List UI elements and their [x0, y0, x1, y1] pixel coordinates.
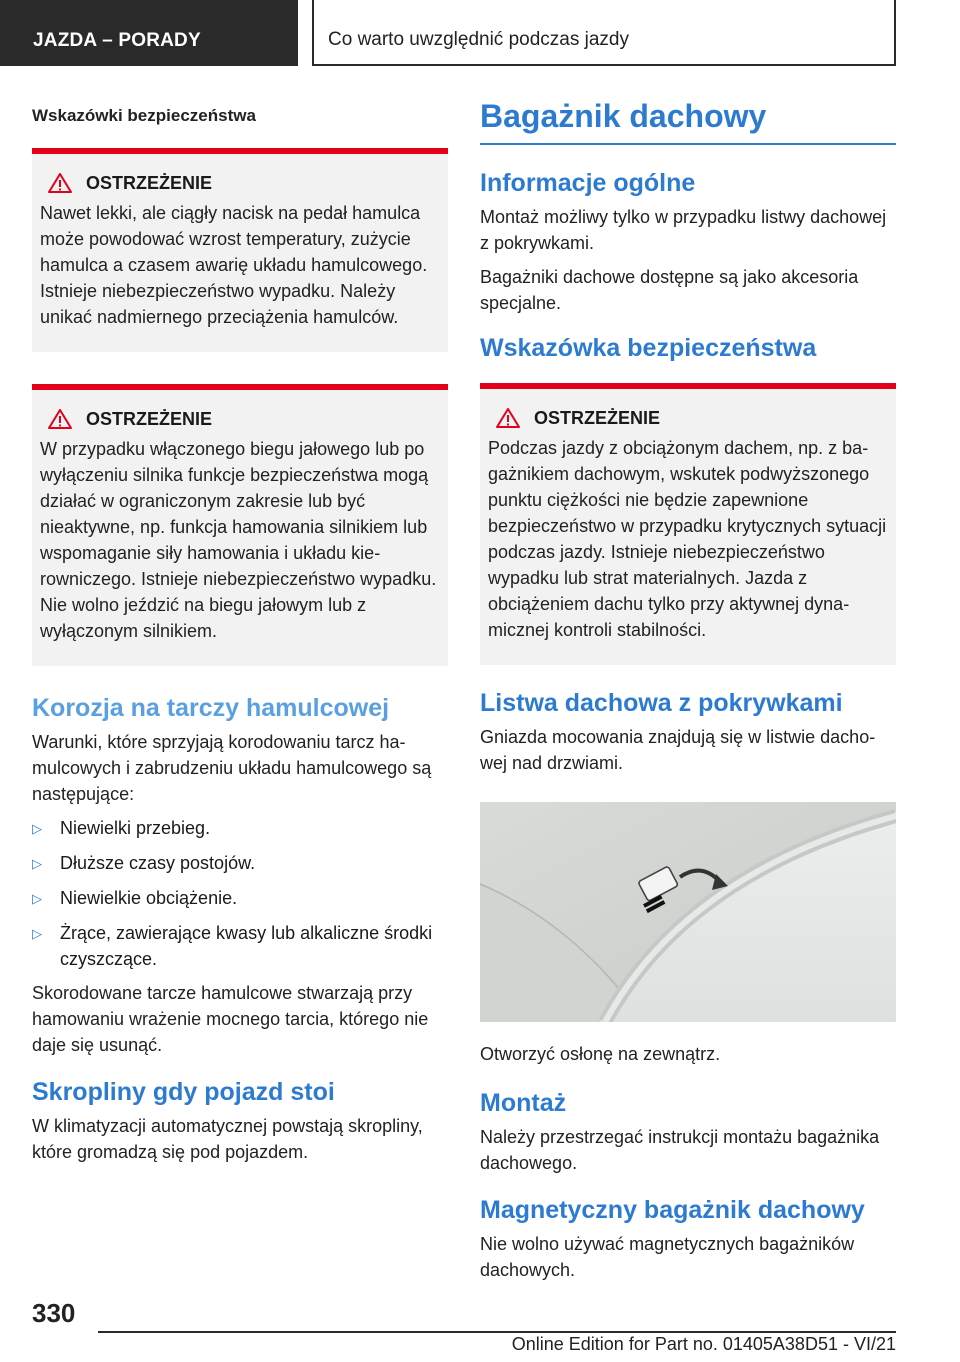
roof-rail-cover-photo [480, 802, 896, 1022]
right-column [480, 96, 896, 1291]
warning-text: Podczas jazdy z obciążonym dachem, np. z bagażnikiem dachowym, wskutek podwyższonego punktu ciężkości nie będzie zapewnione bezpieczeństwo w przypadku krytycznych sytuacji podczas jazdy. Istnieje niebezpieczeństwo wypadku lub strat materialnych. Jazda z obciążeniem dachu tylko przy aktywnej dynamicznej kontroli stabilności. [488, 438, 887, 640]
list-item: ▷ Dłuższe czasy postojów. [32, 850, 448, 877]
warning-box-idle-gear [32, 384, 448, 666]
corrosion-heading: Korozja na tarczy hamulcowej [32, 694, 390, 722]
triangle-bullet-icon: ▷ [32, 926, 42, 941]
mounting-text: Należy przestrzegać instrukcji montażu bagażnika dachowego. [480, 1127, 880, 1173]
warning-title: OSTRZEŻENIE [534, 407, 661, 428]
page-header [0, 0, 960, 66]
warning-text: W przypadku włączonego biegu jałowego lub po wyłączeniu silnika funkcje bezpieczeństwa mogą działać w ograniczonym zakresie lub być nieaktywne, np. funkcja hamowania silnikiem lub wspomaganie siły hamowania i układu kierowniczego. Istnieje niebezpieczeństwo wypadku. Nie wolno jeździć na biegu jałowym lub z wyłączonym silnikiem. [40, 439, 437, 641]
section-label: JAZDA – PORADY [0, 0, 298, 66]
magnetic-rack-heading: Magnetyczny bagażnik dachowy [480, 1196, 865, 1224]
warning-title: OSTRZEŻENIE [86, 172, 213, 193]
warning-box-roof-load [480, 383, 896, 665]
warning-triangle-icon [40, 408, 80, 430]
warning-title: OSTRZEŻENIE [86, 408, 213, 429]
magnetic-rack-text: Nie wolno używać magnetycznych bagażników dachowych. [480, 1234, 855, 1280]
corrosion-conditions-list [32, 815, 448, 972]
warning-triangle-icon [488, 407, 528, 429]
warning-triangle-icon [40, 172, 80, 194]
condensate-heading: Skropliny gdy pojazd stoi [32, 1078, 335, 1106]
triangle-bullet-icon: ▷ [32, 821, 42, 836]
edition-footer: Online Edition for Part no. 01405A38D51 - VI/21 [511, 1334, 896, 1354]
general-info-p1: Montaż możliwy tylko w przypadku listwy dachowej z pokrywkami. [480, 207, 887, 253]
footer-divider [98, 1331, 896, 1333]
triangle-bullet-icon: ▷ [32, 891, 42, 906]
general-info-p2: Bagażniki dachowe dostępne są jako akcesoria specjalne. [480, 267, 859, 313]
roof-rack-title: Bagażnik dachowy [480, 98, 896, 145]
list-item: ▷ Niewielki przebieg. [32, 815, 448, 842]
chapter-label: Co warto uwzględnić podczas jazdy [312, 0, 896, 66]
corrosion-intro: Warunki, które sprzyjają korodowaniu tarcz hamulcowych i zabrudzeniu układu hamulcowego są następujące: [32, 732, 432, 804]
warning-text: Nawet lekki, ale ciągły nacisk na pedał hamulca może powodować wzrost temperatury, zużycie hamulca a czasem awarię układu hamulcowego. Istnieje niebezpieczeństwo wypadku. Należy unikać nadmiernego przeciążenia hamulców. [40, 203, 428, 327]
safety-notes-heading: Wskazówki bezpieczeństwa [32, 106, 256, 125]
mounting-heading: Montaż [480, 1089, 567, 1117]
corrosion-outro: Skorodowane tarcze hamulcowe stwarzają przy hamowaniu wrażenie mocnego tarcia, którego nie daje się usunąć. [32, 983, 429, 1055]
list-item: ▷ Niewielkie obciążenie. [32, 885, 448, 912]
page-number: 330 [32, 1298, 76, 1328]
list-item: ▷ Żrące, zawierające kwasy lub alkaliczne środki czyszczące. [32, 920, 448, 972]
condensate-text: W klimatyzacji automatycznej powstają skropliny, które gromadzą się pod pojazdem. [32, 1116, 423, 1162]
photo-caption: Otworzyć osłonę na zewnątrz. [480, 1044, 721, 1064]
warning-box-brake-pressure [32, 148, 448, 352]
general-info-heading: Informacje ogólne [480, 169, 696, 197]
left-column [32, 96, 448, 1173]
roof-rail-text: Gniazda mocowania znajdują się w listwie dachowej nad drzwiami. [480, 727, 876, 773]
roof-rail-heading: Listwa dachowa z pokrywkami [480, 689, 843, 717]
triangle-bullet-icon: ▷ [32, 856, 42, 871]
safety-note-heading: Wskazówka bezpieczeństwa [480, 334, 817, 362]
